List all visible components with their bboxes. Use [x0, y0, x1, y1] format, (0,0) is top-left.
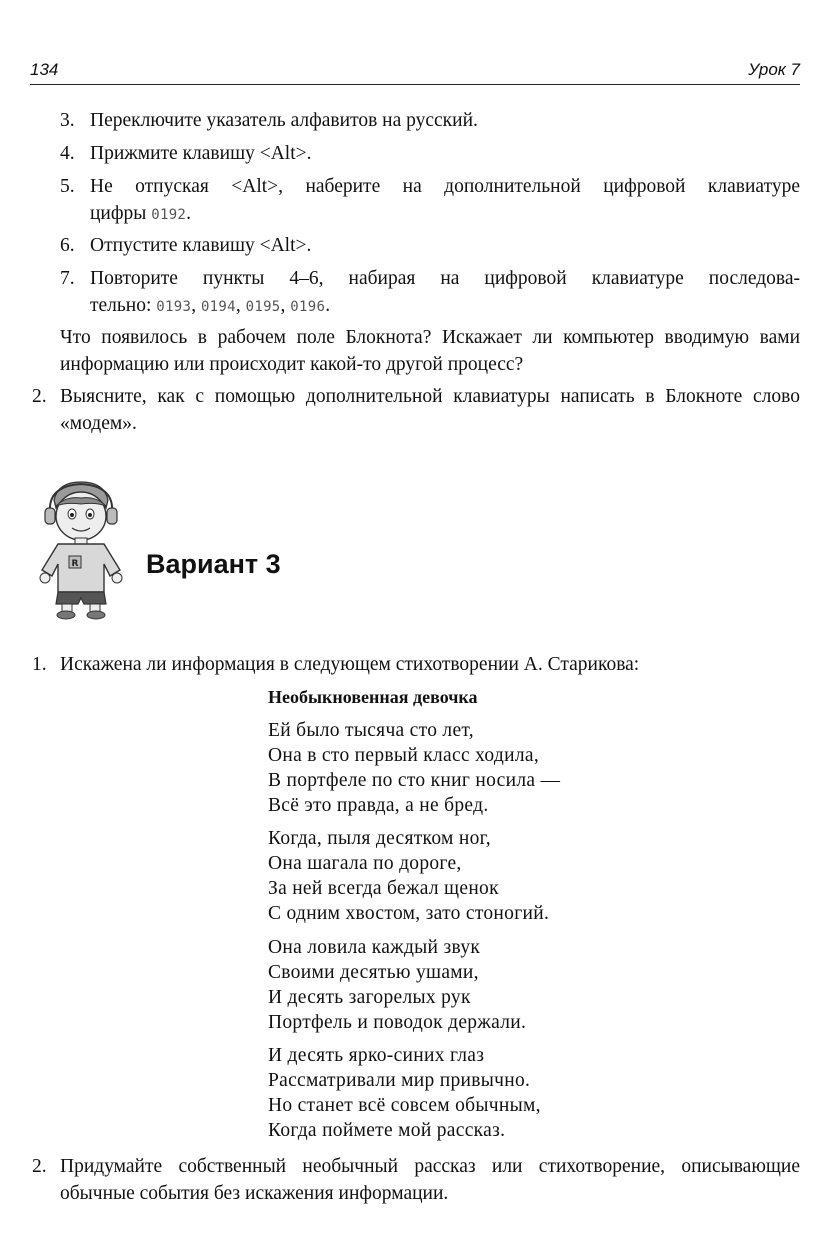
task-text: Искажена ли информация в следующем стихотворении А. Старикова: — [60, 654, 640, 675]
task-number: 2. — [32, 1156, 47, 1177]
code-0195: 0195 — [245, 299, 281, 315]
task-number: 1. — [32, 654, 47, 675]
code-0196: 0196 — [290, 299, 326, 315]
poem-line: Когда, пыля десятком ног, — [268, 828, 491, 849]
task-number: 2. — [32, 386, 47, 407]
task-text: Придумайте собственный необычный рассказ или стихотворение, описывающие обычные события без искажения информации. — [60, 1156, 800, 1204]
poem-line: Она в сто первый класс ходила, — [268, 745, 539, 766]
poem-title: Необыкновенная девочка — [268, 687, 478, 707]
step-text-line: Повторите пункты 4–6, набирая на цифровой клавиатуре последова- — [90, 268, 800, 289]
poem-line: За ней всегда бежал щенок — [268, 878, 499, 899]
step-number: 5. — [60, 176, 75, 197]
step-number: 3. — [60, 110, 75, 131]
poem-stanza-1 — [268, 718, 560, 818]
poem-line: Рассматривали мир привычно. — [268, 1070, 531, 1091]
step-text-line: тельно: 0193, 0194, 0195, 0196. — [90, 295, 331, 316]
code-0194: 0194 — [200, 299, 236, 315]
poem-stanza-2 — [268, 826, 549, 926]
poem-line: Портфель и поводок держали. — [268, 1012, 527, 1033]
poem-stanza-3 — [268, 935, 526, 1035]
poem-line: Она ловила каждый звук — [268, 937, 481, 958]
page-number: 134 — [30, 60, 59, 79]
code-0193: 0193 — [156, 299, 192, 315]
boy-mascot-icon — [32, 478, 130, 620]
poem-line: В портфеле по сто книг носила — — [268, 770, 561, 791]
step-number: 7. — [60, 268, 75, 289]
code-0192: 0192 — [151, 207, 187, 223]
shirt-badge: R — [71, 559, 79, 569]
question-paragraph: Что появилось в рабочем поле Блокнота? Искажает ли компьютер вводимую вами информацию или происходит какой-то другой процесс? — [60, 327, 800, 375]
variant-heading: Вариант 3 — [146, 549, 281, 579]
poem-line: Она шагала по дороге, — [268, 853, 462, 874]
step-text-line: Не отпуская <Alt>, наберите на дополнительной цифровой клавиатуре — [90, 176, 800, 197]
chapter-title: Урок 7 — [748, 60, 800, 79]
poem-line: Когда поймете мой рассказ. — [268, 1120, 506, 1141]
step-number: 6. — [60, 235, 75, 256]
poem-line: С одним хвостом, зато стоногий. — [268, 903, 550, 924]
page-header — [30, 58, 800, 85]
step-number: 4. — [60, 143, 75, 164]
poem-line: Но станет всё совсем обычным, — [268, 1095, 541, 1116]
step-text: Прижмите клавишу <Alt>. — [90, 143, 312, 164]
poem-line: И десять ярко-синих глаз — [268, 1045, 485, 1066]
task-text: Выясните, как с помощью дополнительной клавиатуры написать в Блокноте слово «модем». — [60, 386, 800, 434]
poem-line: Всё это правда, а не бред. — [268, 795, 489, 816]
poem-stanza-4 — [268, 1043, 541, 1143]
poem-line: Своими десятью ушами, — [268, 962, 479, 983]
step-text-line: цифры 0192. — [90, 203, 192, 224]
poem-line: И десять загорелых рук — [268, 987, 471, 1008]
step-text: Переключите указатель алфавитов на русский. — [90, 110, 478, 131]
poem-line: Ей было тысяча сто лет, — [268, 720, 474, 741]
step-text: Отпустите клавишу <Alt>. — [90, 235, 312, 256]
